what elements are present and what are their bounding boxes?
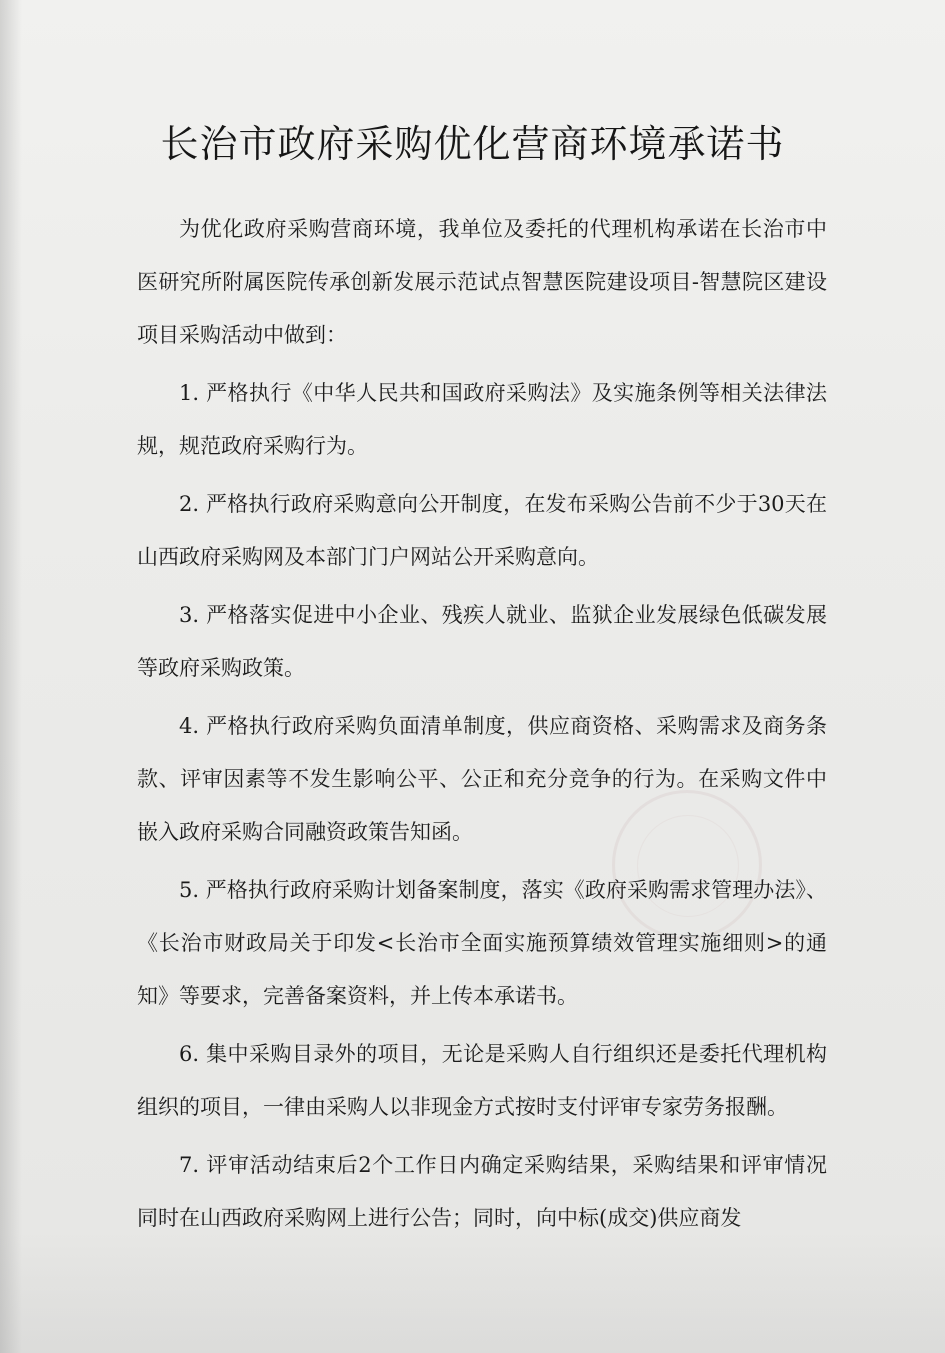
commitment-item-7: 7. 评审活动结束后2个工作日内确定采购结果，采购结果和评审情况同时在山西政府采购网上进行公告；同时，向中标(成交)供应商发 [137, 1153, 827, 1230]
document-body [137, 203, 827, 1250]
bottom-shade [0, 1233, 945, 1353]
page-edge-shadow [0, 0, 22, 1353]
commitment-item-3: 3. 严格落实促进中小企业、残疾人就业、监狱企业发展绿色低碳发展等政府采购政策。 [137, 603, 827, 680]
commitment-item-6: 6. 集中采购目录外的项目，无论是采购人自行组织还是委托代理机构组织的项目，一律由采购人以非现金方式按时支付评审专家劳务报酬。 [137, 1042, 827, 1119]
commitment-item-4: 4. 严格执行政府采购负面清单制度，供应商资格、采购需求及商务条款、评审因素等不发生影响公平、公正和充分竞争的行为。在采购文件中嵌入政府采购合同融资政策告知函。 [137, 714, 827, 844]
commitment-item-1: 1. 严格执行《中华人民共和国政府采购法》及实施条例等相关法律法规，规范政府采购行为。 [137, 381, 827, 458]
intro-paragraph: 为优化政府采购营商环境，我单位及委托的代理机构承诺在长治市中医研究所附属医院传承创新发展示范试点智慧医院建设项目-智慧院区建设项目采购活动中做到： [137, 217, 827, 347]
document-title: 长治市政府采购优化营商环境承诺书 [160, 122, 785, 166]
commitment-item-2: 2. 严格执行政府采购意向公开制度，在发布采购公告前不少于30天在山西政府采购网及本部门门户网站公开采购意向。 [137, 492, 827, 569]
commitment-item-5: 5. 严格执行政府采购计划备案制度，落实《政府采购需求管理办法》、《长治市财政局关于印发<长治市全面实施预算绩效管理实施细则>的通知》等要求，完善备案资料，并上传本承诺书。 [137, 878, 827, 1008]
